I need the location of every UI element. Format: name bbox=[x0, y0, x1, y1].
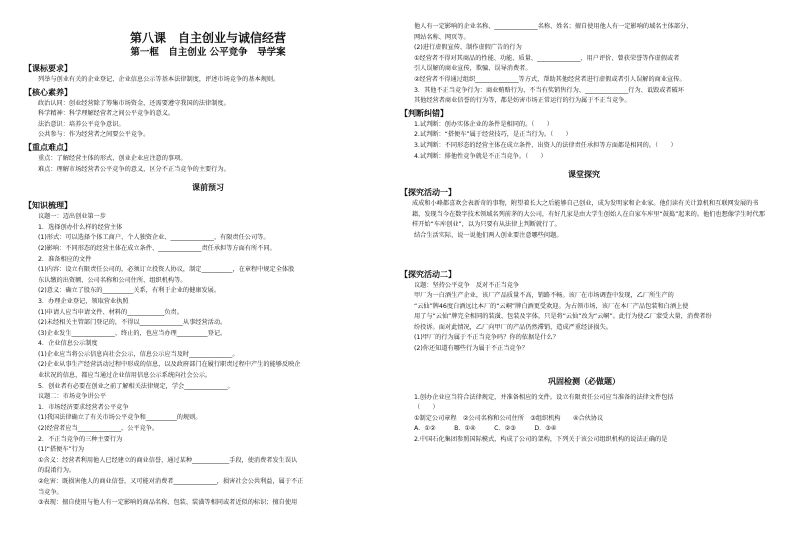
text-line: (1)申请人应当申请文件、材料的____________负责。 bbox=[38, 308, 183, 316]
text-line: “云仙”牌46度白酒远比本厂的“云峒”牌白酒更受欢迎。为占领市场，该厂在本厂产品包装和白酒上使 bbox=[414, 302, 689, 310]
core-line: 科学精神：科学理解经营者之间公平竞争的意义。 bbox=[38, 110, 175, 118]
core-line: 政治认同：创业经营除了筹集市场资金，还需要遵守我国的法律制度。 bbox=[38, 99, 230, 107]
text-line: (2)未经相关主管部门登记的，不得以______________从事经营活动。 bbox=[38, 319, 227, 327]
text-line: 3．其他不正当竞争行为：商业贿赂行为、不当有奖销售行为、______________行为、诋毁或者破坏 bbox=[414, 86, 684, 94]
knowledge-lines bbox=[24, 212, 392, 509]
check-title: 巩固检测（必做题） bbox=[548, 376, 620, 386]
text-line: (2)经营者应当______________，公平竞争。 bbox=[38, 425, 159, 433]
text-line: （ ） bbox=[414, 404, 439, 412]
text-line: 1．市场经济要求经营者公平竞争 bbox=[38, 403, 129, 411]
key-line: 难点：理解市场经营者公平竞争的意义，区分不正当竞争的主要行为。 bbox=[38, 165, 230, 173]
core-heading: 【核心素养】 bbox=[24, 87, 72, 97]
text-line: 1.创办企业应当符合法律规定，并准备相应的文件。设立有限责任公司应当准备的法律文件包括 bbox=[414, 393, 674, 401]
lesson-title: 第八课 自主创业与诚信经营 bbox=[129, 31, 286, 45]
text-line: 东认缴的出资额、公司名称和公司住所、组织机构等。 bbox=[38, 276, 187, 284]
lesson-subtitle: 第一框 自主创业 公平竞争 导学案 bbox=[130, 47, 286, 58]
text-line: ①经营者不得对其商品的性能、功能、质量、______________、用户评价、曾获荣誉等作虚假或者 bbox=[414, 54, 680, 62]
check-lines bbox=[400, 393, 768, 446]
text-line: 1．选择创办什么样的经营主体 bbox=[38, 223, 123, 231]
activity1-heading: 【探究活动一】 bbox=[400, 188, 456, 198]
text-line: (2)你还知道有哪些行为属于不正当竞争？ bbox=[414, 345, 528, 353]
text-line: ③表现：擅自使用与他人有一定影响的商品名称、包装、装潢等相同或者近似的标识；擅自使用 bbox=[38, 499, 298, 507]
text-line: 议题：坚持公平竞争 反对不正当竞争 bbox=[414, 281, 520, 289]
judge-item: 2.试判断：“搭便车”属于经营技巧，是正当行为。（ ） bbox=[414, 131, 572, 139]
right-top-lines bbox=[400, 22, 768, 107]
text-line: (1)甲厂的行为属于不正当竞争吗？你的依据是什么？ bbox=[414, 334, 559, 342]
text-line: 网站名称、网页等。 bbox=[414, 33, 470, 41]
text-line: (1)内容：设立有限责任公司的，必须订立投资人协议，制定__________，在章程中规定全体股 bbox=[38, 266, 295, 274]
judge-heading: 【判断纠错】 bbox=[400, 108, 448, 118]
key-line: 重点：了解经营主体的形式，创业企业应注意的事项。 bbox=[38, 154, 187, 162]
text-line: 引人误解的商业宣传，欺骗、误导消费者。 bbox=[414, 65, 532, 73]
key-heading: 【重点难点】 bbox=[24, 142, 72, 152]
text-line: ②危害：既损害他人的商业信誉，又可能对消费者______________，损害社会公共利益，属于不正 bbox=[38, 478, 304, 485]
judge-item: 3.试判断：不同形态的经营主体在成立条件、出资人的法律责任承担等方面都是相同的。（ ） bbox=[414, 141, 677, 149]
left-column bbox=[24, 22, 392, 509]
explore-title: 课堂探究 bbox=[568, 170, 600, 180]
activity2-heading: 【探究活动二】 bbox=[400, 269, 456, 279]
text-line: 3．办理企业登记，领取营业执照 bbox=[38, 297, 129, 305]
preview-title: 课前预习 bbox=[192, 183, 224, 193]
text-line: 议题一：迈出创业第一步 bbox=[38, 213, 107, 221]
text-line: ②经营者不得通过组织______________等方式，帮助其他经营者进行虚假或者引人误解的商业宣传。 bbox=[414, 75, 686, 83]
text-line: (1)企业应当将公示信息向社会公示，信息公示应当及时______________。 bbox=[38, 350, 239, 358]
text-line: 甲厂为一白酒生产企业，该厂产品质量不高，销路不畅。该厂在市场调查中发现，乙厂所生产的 bbox=[414, 292, 674, 300]
activity1-question: 结合生活实际，说一说他们两人创业要注意哪些问题。 bbox=[414, 231, 563, 239]
text-line: 当竞争。 bbox=[38, 488, 63, 496]
answer-space bbox=[400, 242, 768, 268]
text-line: 他人有一定影响的企业名称、______________名称、姓名；擅自使用他人有一定影响的域名主体部分、 bbox=[414, 23, 693, 30]
text-line: (1)形式：可以选择个体工商户、个人独资企业、______________、有限责任公司等。 bbox=[38, 234, 270, 242]
text-line: ①含义：经营者利用他人已经建立的商业信誉，通过某种____________手段，使消费者发生误认 bbox=[38, 456, 298, 464]
text-line: 用了与“云仙”牌完全相同的装潢、包装及字体，只是将“云仙”改为“云峒”。此行为使乙厂蒙受大量，消费者纷 bbox=[414, 313, 712, 321]
activity2-lines bbox=[400, 281, 768, 355]
text-line: ①制定公司章程 ②公司名称和公司住所 ③组织机构 ④合伙协议 bbox=[414, 414, 604, 422]
text-line: 2．准备相应的文件 bbox=[38, 255, 92, 263]
text-line: 业状况的信息，都应当通过企业信用信息公示系统向社会公示。 bbox=[38, 372, 212, 380]
text-line: (2)企业从事生产经营活动过程中形成的信息，以及政府部门在履行职责过程中产生的能够反映企 bbox=[38, 361, 301, 369]
text-line: 4．企业信息公示制度 bbox=[38, 340, 98, 348]
goal-heading: 【课标要求】 bbox=[24, 64, 72, 73]
text-line: 5．创业者有必要在创业之前了解相关法律规定，学会______________。 bbox=[38, 382, 234, 390]
core-line: 公共参与：作为经营者之间要公平竞争。 bbox=[38, 131, 150, 139]
goal-text: 列举与创业有关的企业登记、企业信息公示等基本法律制度，评述市场竞争的基本规则。 bbox=[38, 76, 280, 83]
text-line: (2)意义：确立了股东的__________关系，有利于企业的健康发展。 bbox=[38, 287, 221, 295]
text-line: 纷投诉。面对此情况，乙厂向甲厂的产品仍然滞销，造成严重经济损失。 bbox=[414, 323, 612, 331]
text-line: 2.中国石化集团参照国际模式，构成了公司的架构，下列关于该公司组织机构的说法正确的是 bbox=[414, 436, 668, 444]
text-line: (1)“搭便车”行为 bbox=[38, 446, 85, 454]
text-line: 议题二：市场竞争讲公平 bbox=[38, 393, 107, 401]
text-line: (2)影响：不同形态的经营主体在成立条件、______________责任承担等方面有所不同。 bbox=[38, 244, 276, 252]
text-line: (1)我国法律确立了有关市场公平竞争和__________的规则。 bbox=[38, 414, 202, 422]
text-line: 的混淆行为。 bbox=[38, 467, 76, 475]
answer-space bbox=[400, 355, 768, 369]
knowledge-heading: 【知识梳理】 bbox=[24, 201, 72, 211]
judge-item: 1.试判断：创办实体企业的条件是相同的。（ ） bbox=[414, 120, 553, 128]
judge-item: 4.试判断：排他性竞争就是不正当竞争。（ ） bbox=[414, 152, 547, 160]
text-line: (2)进行虚假宣传、制作虚假广告的行为 bbox=[414, 44, 522, 52]
activity1-text: 成成和小峰都喜欢会表新奇的事物，附望着长大之后能够自己创业，成为发明家和企业家。他们读有关计算机和互联网发展的书籍，发现当今在数字技术领域名列前茅的大公司，有好几家是由大学生创始人在自家车库里“鼓捣”起来的。他们也想像学生时代那样开始“车库创业”，以为只要有从法律上判断就行了。 bbox=[412, 200, 765, 229]
text-line: 2．不正当竞争的三种主要行为 bbox=[38, 435, 123, 443]
text-line: (3)企业发生______________、终止的，也应当办理__________登记。 bbox=[38, 329, 227, 337]
core-line: 法治意识：培养公平竞争意识。 bbox=[38, 120, 125, 128]
text-line: A．①② B．①④ C．②③ D．③④ bbox=[414, 425, 557, 433]
text-line: 其他经营者商业信誉的行为等，都是妨害市场正常运行的行为属于不正当竞争。 bbox=[414, 97, 631, 105]
right-column bbox=[400, 22, 768, 446]
